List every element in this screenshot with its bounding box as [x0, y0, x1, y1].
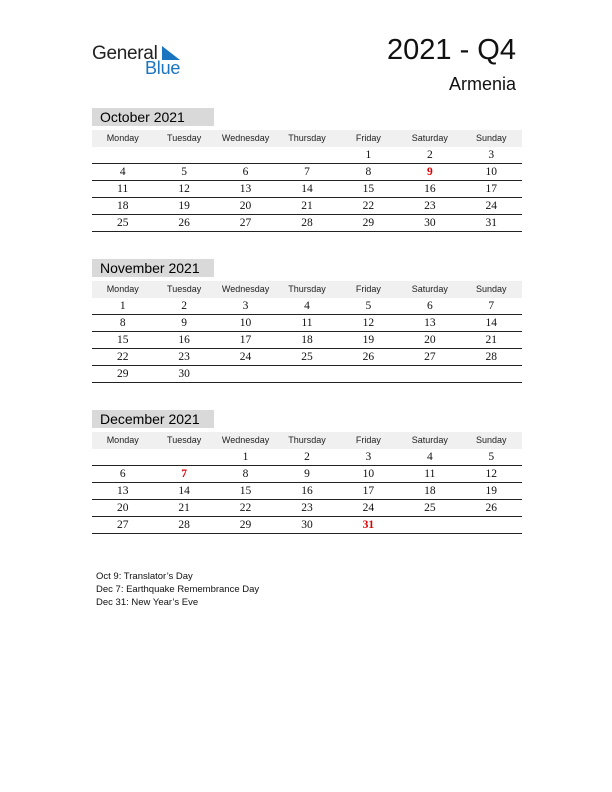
day-cell: 4 [304, 300, 310, 312]
day-cell: 27 [116, 519, 129, 531]
day-cell: 19 [485, 485, 497, 497]
weekday-header: Sunday [475, 435, 507, 445]
day-cell: 17 [239, 334, 252, 346]
month-label: December 2021 [92, 410, 214, 428]
day-cell: 24 [485, 200, 497, 212]
month-grid [92, 130, 522, 232]
day-cell: 6 [242, 166, 249, 178]
week-row [92, 298, 522, 315]
day-cell: 1 [119, 300, 126, 312]
day-cell: 4 [119, 166, 126, 178]
day-cell: 16 [178, 334, 190, 346]
empty-day-cell [399, 366, 460, 382]
day-cell: 2 [181, 300, 187, 312]
day-cell: 14 [178, 485, 190, 497]
day-cell: 10 [239, 317, 252, 329]
day-cell: 28 [301, 217, 313, 229]
country-name: Armenia [448, 74, 516, 94]
month-label: November 2021 [92, 259, 214, 277]
week-row [92, 449, 522, 466]
day-cell: 5 [488, 451, 495, 463]
day-cell: 23 [301, 502, 313, 514]
month-label: October 2021 [92, 108, 214, 126]
weekday-header: Friday [355, 435, 381, 445]
day-cell: 29 [239, 519, 252, 531]
day-cell: 21 [178, 502, 190, 514]
month-grid [92, 432, 522, 534]
day-cell: 13 [239, 183, 252, 195]
day-cell: 5 [181, 166, 187, 178]
logo-blue-text: Blue [145, 58, 181, 78]
day-cell: 8 [242, 468, 249, 480]
day-cell: 21 [485, 334, 497, 346]
empty-day-cell [153, 449, 214, 465]
empty-day-cell [92, 449, 153, 465]
day-cell: 24 [362, 502, 375, 514]
day-cell: 9 [304, 468, 310, 480]
day-cell: 7 [488, 300, 495, 312]
weekday-header: Friday [355, 133, 381, 143]
day-cell: 25 [116, 217, 129, 229]
day-cell: 21 [301, 200, 313, 212]
day-cell: 25 [424, 502, 436, 514]
holiday-note: Dec 7: Earthquake Remembrance Day [96, 584, 260, 595]
week-row [92, 366, 522, 383]
day-cell: 18 [116, 200, 129, 212]
weekday-header: Saturday [411, 435, 448, 445]
day-cell: 18 [424, 485, 436, 497]
day-cell: 9 [181, 317, 187, 329]
weekday-header: Saturday [411, 133, 448, 143]
day-cell: 8 [119, 317, 126, 329]
day-cell: 3 [365, 451, 372, 463]
day-cell: 11 [301, 317, 313, 329]
empty-day-cell [215, 147, 276, 163]
day-cell: 28 [485, 351, 497, 363]
day-cell: 23 [424, 200, 436, 212]
day-cell: 15 [116, 334, 129, 346]
week-row [92, 215, 522, 232]
weekday-header: Wednesday [221, 435, 270, 445]
day-cell: 2 [426, 149, 433, 161]
day-cell: 10 [485, 166, 497, 178]
day-cell: 20 [239, 200, 252, 212]
day-cell: 31 [485, 217, 497, 229]
week-row [92, 332, 522, 349]
day-cell: 26 [362, 351, 375, 363]
empty-day-cell [276, 366, 337, 382]
day-cell: 7 [304, 166, 310, 178]
day-cell: 11 [117, 183, 129, 195]
day-cell: 27 [239, 217, 252, 229]
day-cell: 12 [178, 183, 190, 195]
day-cell: 26 [485, 502, 497, 514]
day-cell: 17 [485, 183, 497, 195]
week-row [92, 315, 522, 332]
weekday-header: Monday [106, 133, 139, 143]
day-cell: 12 [362, 317, 375, 329]
weekday-header: Thursday [288, 435, 326, 445]
day-cell: 16 [301, 485, 313, 497]
day-cell: 22 [116, 351, 129, 363]
weekday-header: Thursday [288, 133, 326, 143]
day-cell: 22 [362, 200, 375, 212]
day-cell: 4 [426, 451, 433, 463]
day-cell: 5 [365, 300, 372, 312]
week-row [92, 198, 522, 215]
day-cell: 17 [362, 485, 375, 497]
day-cell: 1 [242, 451, 249, 463]
weekday-header: Friday [355, 284, 381, 294]
holiday-notes [96, 570, 259, 609]
day-cell: 30 [178, 368, 190, 380]
day-cell: 23 [178, 351, 190, 363]
day-cell: 20 [424, 334, 436, 346]
day-cell: 15 [362, 183, 375, 195]
day-cell: 3 [242, 300, 249, 312]
day-cell: 8 [365, 166, 372, 178]
weekday-header: Tuesday [167, 435, 202, 445]
weekday-header: Monday [106, 435, 139, 445]
day-cell: 6 [426, 300, 433, 312]
empty-day-cell [461, 517, 522, 533]
day-cell: 29 [116, 368, 129, 380]
day-cell: 30 [301, 519, 313, 531]
empty-day-cell [338, 366, 399, 382]
empty-day-cell [399, 517, 460, 533]
week-row [92, 466, 522, 483]
day-cell: 3 [488, 149, 495, 161]
empty-day-cell [461, 366, 522, 382]
weekday-header: Saturday [411, 284, 448, 294]
holiday-note: Oct 9: Translator’s Day [96, 571, 193, 582]
day-cell: 13 [424, 317, 436, 329]
day-cell: 2 [304, 451, 310, 463]
day-cell: 15 [239, 485, 252, 497]
day-cell: 16 [424, 183, 436, 195]
day-cell: 28 [178, 519, 190, 531]
day-cell: 6 [119, 468, 126, 480]
weekday-header-row [92, 281, 522, 298]
week-row [92, 164, 522, 181]
empty-day-cell [215, 366, 276, 382]
week-row [92, 517, 522, 534]
day-cell: 25 [301, 351, 313, 363]
day-cell: 14 [485, 317, 497, 329]
holiday-day-cell: 31 [362, 519, 375, 531]
day-cell: 30 [424, 217, 436, 229]
weekday-header: Sunday [475, 133, 507, 143]
day-cell: 12 [485, 468, 497, 480]
day-cell: 1 [365, 149, 372, 161]
day-cell: 24 [239, 351, 252, 363]
day-cell: 22 [239, 502, 252, 514]
holiday-day-cell: 7 [181, 468, 187, 480]
page-title: 2021 - Q4 [387, 34, 516, 66]
day-cell: 19 [178, 200, 190, 212]
empty-day-cell [153, 147, 214, 163]
weekday-header-row [92, 130, 522, 147]
day-cell: 26 [178, 217, 190, 229]
week-row [92, 483, 522, 500]
weekday-header: Wednesday [221, 284, 270, 294]
weekday-header: Thursday [288, 284, 326, 294]
weekday-header: Wednesday [221, 133, 270, 143]
empty-day-cell [92, 147, 153, 163]
day-cell: 14 [301, 183, 313, 195]
weekday-header: Monday [106, 284, 139, 294]
week-row [92, 147, 522, 164]
weekday-header: Tuesday [167, 133, 202, 143]
brand-logo [92, 40, 192, 80]
day-cell: 13 [116, 485, 129, 497]
week-row [92, 500, 522, 517]
holiday-day-cell: 9 [426, 166, 433, 178]
day-cell: 29 [362, 217, 375, 229]
empty-day-cell [276, 147, 337, 163]
week-row [92, 349, 522, 366]
day-cell: 19 [362, 334, 375, 346]
logo-general-text: General [92, 43, 158, 64]
weekday-header: Sunday [475, 284, 507, 294]
day-cell: 11 [424, 468, 436, 480]
day-cell: 27 [424, 351, 436, 363]
day-cell: 10 [362, 468, 375, 480]
month-grid [92, 281, 522, 383]
weekday-header: Tuesday [167, 284, 202, 294]
weekday-header-row [92, 432, 522, 449]
week-row [92, 181, 522, 198]
day-cell: 20 [116, 502, 129, 514]
day-cell: 18 [301, 334, 313, 346]
holiday-note: Dec 31: New Year’s Eve [96, 597, 199, 608]
